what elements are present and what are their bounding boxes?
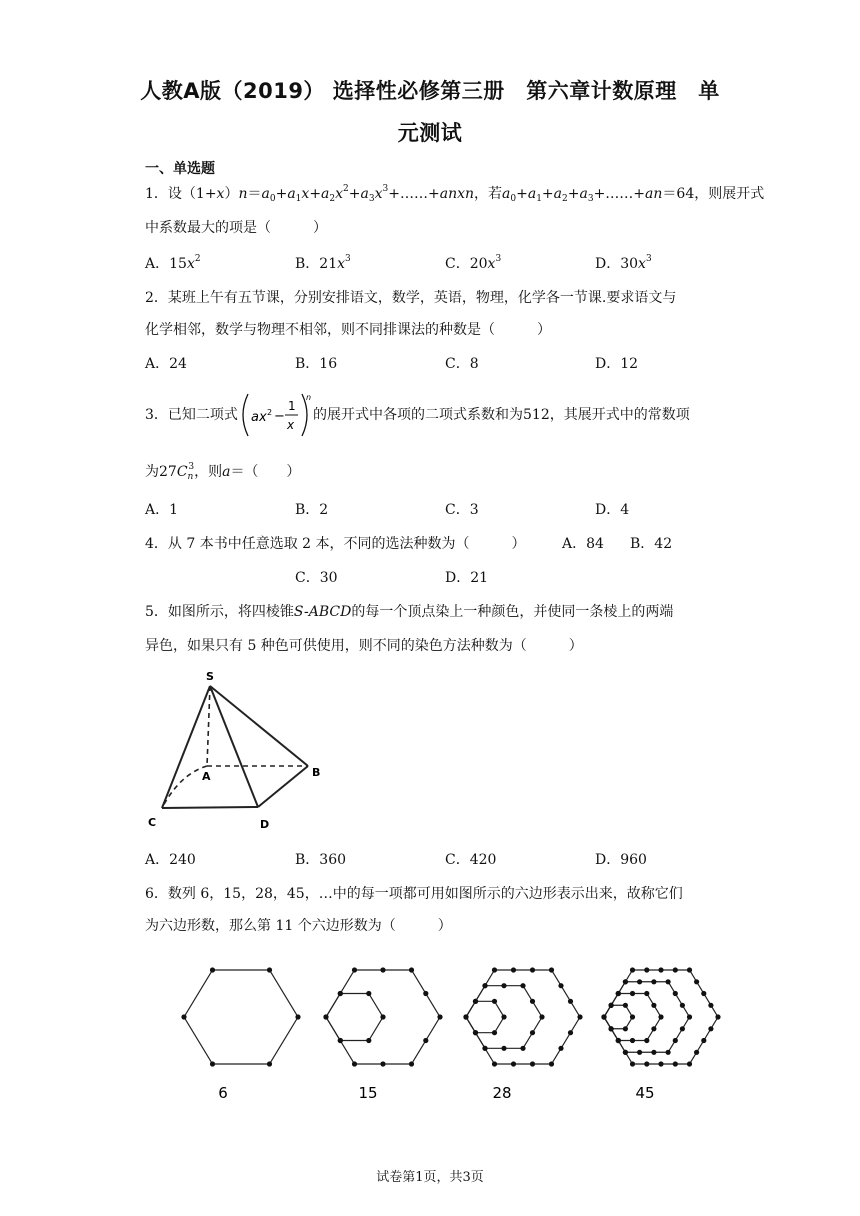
hexagon-dot <box>601 1014 606 1019</box>
svg-text:x: x <box>287 418 295 432</box>
document-title-line-1: 人教A版（2019） 选择性必修第三册 第六章计数原理 单 <box>140 79 720 103</box>
hexagon-dot <box>687 967 692 972</box>
hexagon-dot <box>630 991 635 996</box>
hexagonal-numbers-figure <box>140 952 730 1112</box>
hexagon-dot <box>539 1014 544 1019</box>
hexagon-dot <box>687 1014 692 1019</box>
q3-line-1-prefix: 3．已知二项式 <box>145 407 238 423</box>
hexagon-dot <box>694 979 699 984</box>
hexagon-dot <box>530 1061 535 1066</box>
hexagon-dot <box>630 1038 635 1043</box>
q3-line-2: 为$27C_n^3$，则a＝（ ） <box>145 462 301 482</box>
document-title-line-2: 元测试 <box>397 121 463 145</box>
q1-option-b[interactable]: B．$21x^3$ <box>295 254 351 272</box>
hexagon-dot <box>366 1038 371 1043</box>
q1-line-1: 1．设$(1+x)n=a_0+a_1x+a_2x^2+a_3x^3+\dots\dots+anxn$，若$a_0+a_1+a_2+a_3+\dots\dots+an=64$，则展开式 <box>145 184 765 204</box>
hexagon-dot <box>658 967 663 972</box>
hexagon-dot <box>520 1046 525 1051</box>
hexagon-dot <box>637 1050 642 1055</box>
q5-option-c[interactable]: C．420 <box>445 852 497 868</box>
hexagon-dot <box>558 983 563 988</box>
hexagon-dot <box>463 1014 468 1019</box>
hexagon-dot <box>482 1046 487 1051</box>
hexagon-dot <box>492 999 497 1004</box>
hexagon-dot <box>530 967 535 972</box>
hexagon-dot <box>673 1061 678 1066</box>
q4-line-1: 4．从 7 本书中任意选取 2 本，不同的选法种数为（ ） <box>145 536 526 552</box>
hexagon-dot <box>651 1050 656 1055</box>
hexagon-dot <box>651 1026 656 1031</box>
hex-number-15: 15 <box>358 1084 378 1102</box>
hexagon-dot <box>715 1014 720 1019</box>
hexagon-dot <box>666 1050 671 1055</box>
hexagon-outline <box>604 1005 633 1029</box>
hexagon-dot <box>366 991 371 996</box>
q5-option-a[interactable]: A．240 <box>145 852 196 868</box>
q3-option-c[interactable]: C．3 <box>445 502 479 518</box>
hexagon-dot <box>644 991 649 996</box>
q1-line-2: 中系数最大的项是（ ） <box>145 220 327 236</box>
q1-option-d[interactable]: D．$30x^3$ <box>595 254 652 272</box>
hex-number-6: 6 <box>218 1084 228 1102</box>
q5-line-2: 异色，如果只有 5 种色可供使用，则不同的染色方法种数为（ ） <box>145 638 583 654</box>
hexagon-dot <box>687 1061 692 1066</box>
hexagon-dot <box>609 1026 614 1031</box>
hexagon-outline <box>326 994 383 1041</box>
hexagon-dot <box>623 1050 628 1055</box>
q4-option-b[interactable]: B．42 <box>630 536 673 552</box>
hexagon-dot <box>409 967 414 972</box>
hexagon-dot <box>666 979 671 984</box>
hexagon-dot <box>492 967 497 972</box>
hexagon-dot <box>644 1061 649 1066</box>
hexagon-dot <box>680 1026 685 1031</box>
hexagon-dot <box>616 1038 621 1043</box>
hexagon-dot <box>423 1038 428 1043</box>
hexagon-dot <box>323 1014 328 1019</box>
hexagon-dot <box>701 1038 706 1043</box>
pyramid-figure <box>140 662 340 834</box>
hexagon-dot <box>423 991 428 996</box>
hexagon-dot <box>549 967 554 972</box>
hexagon-dot <box>352 967 357 972</box>
hexagon-outline <box>466 1001 504 1032</box>
hexagon-dot <box>492 1061 497 1066</box>
hexagon-dot <box>568 999 573 1004</box>
hexagon-dot <box>437 1014 442 1019</box>
hexagon-dot <box>501 983 506 988</box>
q2-option-d[interactable]: D．12 <box>595 356 639 372</box>
hexagon-dot <box>609 1003 614 1008</box>
hexagon-dot <box>482 983 487 988</box>
q4-option-d[interactable]: D．21 <box>445 570 489 586</box>
svg-text:2: 2 <box>267 408 273 417</box>
hexagon-dot <box>380 1014 385 1019</box>
q3-option-b[interactable]: B．2 <box>295 502 329 518</box>
hexagon-dot <box>694 1050 699 1055</box>
hexagon-dot <box>501 1014 506 1019</box>
hex-number-45: 45 <box>635 1084 655 1102</box>
hexagon-dot <box>623 979 628 984</box>
q2-line-2: 化学相邻，数学与物理不相邻，则不同排课法的种数是（ ） <box>145 322 551 338</box>
hexagon-dot <box>530 999 535 1004</box>
page-footer: 试卷第1页，共3页 <box>376 1170 484 1185</box>
hexagon-dot <box>511 967 516 972</box>
hexagon-dot <box>630 1061 635 1066</box>
hexagon-dot <box>658 1014 663 1019</box>
hexagon-dot <box>630 967 635 972</box>
vertex-label-b: B <box>312 766 321 779</box>
q3-option-d[interactable]: D．4 <box>595 502 630 518</box>
hexagon-dot <box>267 967 272 972</box>
vertex-label-d: D <box>260 818 270 831</box>
section-heading: 一、单选题 <box>145 161 215 177</box>
hexagon-dot <box>708 1026 713 1031</box>
hexagon-dot <box>549 1061 554 1066</box>
hexagon-dot <box>473 1030 478 1035</box>
q1-option-c[interactable]: C．$20x^3$ <box>445 254 502 272</box>
hexagon-dot <box>210 1061 215 1066</box>
binomial-expression <box>240 391 312 439</box>
q5-option-d[interactable]: D．960 <box>595 852 647 868</box>
hexagon-dot <box>492 1030 497 1035</box>
hexagon-dot <box>520 983 525 988</box>
hexagon-dot <box>338 991 343 996</box>
q5-option-b[interactable]: B．360 <box>295 852 347 868</box>
hexagon-dot <box>623 1026 628 1031</box>
hexagon-dot <box>644 967 649 972</box>
hexagon-dot <box>680 1003 685 1008</box>
svg-text:x: x <box>259 410 267 425</box>
q2-line-1: 2．某班上午有五节课，分别安排语文，数学，英语，物理，化学各一节课.要求语文与 <box>145 290 677 306</box>
hexagon-dot <box>473 999 478 1004</box>
hexagon-dot <box>267 1061 272 1066</box>
svg-text:−: − <box>274 409 285 424</box>
hexagon-dot <box>577 1014 582 1019</box>
vertex-label-s: S <box>206 670 214 683</box>
hexagon-dot <box>630 1014 635 1019</box>
q5-line-1: 5．如图所示，将四棱锥S-ABCD的每一个顶点染上一种颜色，并使同一条棱上的两端 <box>145 604 674 620</box>
vertex-label-c: C <box>148 816 157 829</box>
hexagon-dot <box>644 1038 649 1043</box>
hexagon-dot <box>511 1061 516 1066</box>
hexagon-dot <box>651 1003 656 1008</box>
hexagon-dot <box>651 979 656 984</box>
hexagon-dot <box>701 991 706 996</box>
svg-text:n: n <box>306 393 312 402</box>
hexagon-dot <box>673 991 678 996</box>
q6-line-1: 6．数列 6，15，28，45，…中的每一项都可用如图所示的六边形表示出来，故称它们 <box>145 886 683 902</box>
hexagon-dot <box>501 1046 506 1051</box>
q3-option-a[interactable]: A．1 <box>145 502 179 518</box>
q2-option-c[interactable]: C．8 <box>445 356 479 372</box>
hex-number-28: 28 <box>492 1084 512 1102</box>
hexagon-dot <box>530 1030 535 1035</box>
hexagon-dot <box>568 1030 573 1035</box>
hexagon-dot <box>352 1061 357 1066</box>
hexagon-dot <box>558 1046 563 1051</box>
hexagon-dot <box>380 1061 385 1066</box>
hexagon-dot <box>673 1038 678 1043</box>
hexagon-dot <box>210 967 215 972</box>
hexagon-dot <box>616 991 621 996</box>
hexagon-dot <box>708 1003 713 1008</box>
q6-line-2: 为六边形数，那么第 11 个六边形数为（ ） <box>145 918 452 934</box>
q4-option-a[interactable]: A．84 <box>562 536 604 552</box>
vertex-label-a: A <box>202 770 211 783</box>
hexagon-outline <box>184 970 298 1064</box>
hexagon-dot <box>380 967 385 972</box>
svg-text:a: a <box>251 410 259 425</box>
q2-option-b[interactable]: B．16 <box>295 356 338 372</box>
q1-option-a[interactable]: A．$15x^2$ <box>145 254 201 272</box>
hexagon-dot <box>658 1061 663 1066</box>
q4-option-c[interactable]: C．30 <box>295 570 338 586</box>
svg-text:1: 1 <box>288 399 296 413</box>
hexagon-dot <box>181 1014 186 1019</box>
hexagon-dot <box>338 1038 343 1043</box>
hexagon-dot <box>637 979 642 984</box>
q2-option-a[interactable]: A．24 <box>145 356 187 372</box>
hexagon-dot <box>623 1003 628 1008</box>
q3-line-1-suffix: 的展开式中各项的二项式系数和为512，其展开式中的常数项 <box>313 407 690 423</box>
hexagon-dot <box>295 1014 300 1019</box>
hexagon-dot <box>409 1061 414 1066</box>
hexagon-dot <box>673 967 678 972</box>
